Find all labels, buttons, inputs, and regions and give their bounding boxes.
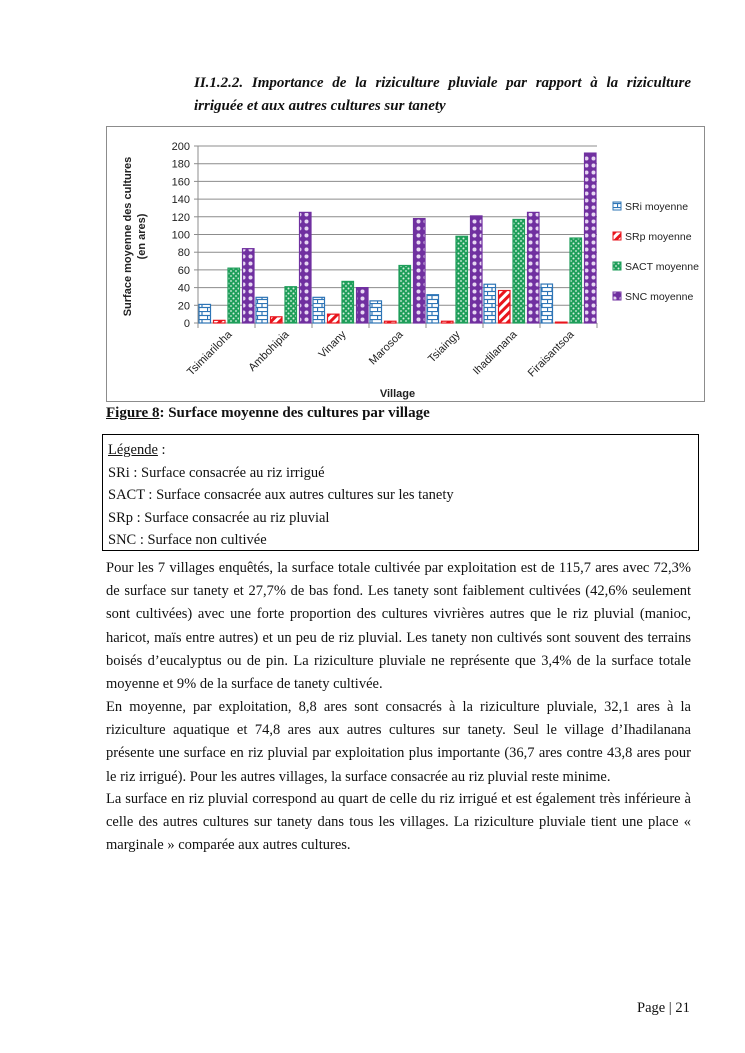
legend-label: SRi moyenne	[625, 201, 689, 213]
paragraph: Pour les 7 villages enquêtés, la surface totale cultivée par exploitation est de 115,7 ares avec 72,3% de surface sur tanety et 27,7% de bas fond. Les tanety sont faiblement cultivées (42,6% seulement sont cultivées) avec une forte proportion des cultures vivrières autres que le riz pluvial (manioc, haricot, maïs entre autres) et un peu de riz pluvial. Les tanety non cultivés sont souvent des terrains boisés d’eucalyptus ou de pin. La riziculture pluviale ne représente que 3,4% de la surface totale moyenne et 9% de la surface de tanety cultivée.	[106, 560, 691, 693]
y-tick-label: 40	[177, 282, 190, 295]
x-tick-label: Firaisantsoa	[525, 328, 577, 380]
y-tick-label: 100	[171, 229, 190, 242]
legend-label: SRp moyenne	[625, 231, 692, 243]
legend-title-text: Légende	[108, 442, 158, 458]
y-tick-label: 160	[171, 176, 190, 189]
bar-srp	[385, 321, 397, 323]
bar-snc	[243, 249, 255, 323]
y-tick-label: 140	[171, 194, 190, 207]
legend-label: SACT moyenne	[625, 261, 699, 273]
y-tick-label: 0	[183, 318, 190, 330]
legend-box-item: SRp : Surface consacrée au riz pluvial	[108, 509, 330, 526]
bar-sact	[456, 236, 468, 323]
bar-sri	[313, 297, 325, 323]
y-tick-label: 20	[177, 300, 190, 313]
legend-swatch-srp	[613, 232, 621, 240]
chart-legend	[613, 201, 699, 303]
x-axis-label: Village	[379, 388, 416, 400]
bar-sri	[427, 295, 439, 323]
x-tick-label: Vinany	[316, 328, 349, 361]
bars	[199, 153, 596, 323]
legend-box-title	[108, 439, 698, 462]
y-axis-label	[122, 157, 148, 317]
bar-sact	[228, 268, 240, 323]
legend-title-suffix: :	[157, 442, 166, 458]
labels	[122, 141, 577, 400]
bar-sact	[285, 287, 297, 323]
bar-srp	[556, 322, 568, 323]
bar-sact	[513, 219, 525, 323]
bar-sact	[399, 265, 411, 323]
paragraph: La surface en riz pluvial correspond au quart de celle du riz irrigué et est également très inférieure à celle des autres cultures sur tanety dans tous les villages. La riziculture pluviale tient une place « marginale » comparée aux autres cultures.	[106, 791, 691, 854]
bar-snc	[585, 153, 597, 323]
legend-box	[102, 434, 699, 551]
paragraph: En moyenne, par exploitation, 8,8 ares sont consacrés à la riziculture pluviale, 32,1 ares à la riziculture aquatique et 74,8 ares aux autres cultures sur tanety. Seul le village d’Ihadilanana présente une surface en riz pluvial par exploitation plus importante (36,7 ares contre 43,8 ares pour le riz irrigué). Pour les autres villages, la surface consacrée au riz pluvial reste minime.	[106, 699, 691, 785]
y-tick-label: 60	[177, 264, 190, 277]
legend-label: SNC moyenne	[625, 291, 694, 303]
bar-srp	[214, 320, 226, 323]
y-axis-label-line: (en ares)	[136, 213, 148, 260]
bar-srp	[328, 314, 340, 323]
legend-box-item: SRi : Surface consacrée au riz irrigué	[108, 464, 325, 481]
y-tick-label: 80	[177, 247, 190, 260]
bar-sact	[570, 238, 582, 323]
legend-swatch-sri	[613, 202, 621, 210]
figure-label: Figure 8	[106, 405, 160, 421]
bar-sri	[256, 297, 268, 323]
y-tick-label: 180	[171, 158, 190, 171]
bar-sact	[342, 281, 354, 323]
bar-snc	[414, 219, 426, 323]
x-tick-label: Ihadilanana	[470, 328, 520, 378]
bar-snc	[528, 212, 540, 323]
y-axis-label-line: Surface moyenne des cultures	[122, 156, 134, 317]
x-tick-label: Marosoa	[366, 328, 406, 368]
bar-sri	[541, 284, 553, 323]
page-number: Page | 21	[637, 1000, 690, 1016]
bar-snc	[357, 288, 369, 323]
bar-srp	[499, 291, 511, 323]
bar-sri	[199, 304, 211, 323]
legend-swatch-snc	[613, 292, 621, 300]
legend-box-item: SNC : Surface non cultivée	[108, 532, 267, 549]
legend-swatch-sact	[613, 262, 621, 270]
x-tick-label: Tsimiariloha	[185, 328, 235, 379]
bar-chart	[107, 127, 706, 403]
y-tick-label: 200	[171, 141, 190, 153]
x-tick-label: Ambohipia	[246, 328, 292, 374]
bar-sri	[370, 301, 382, 323]
section-title: II.1.2.2. Importance de la riziculture pluviale par rapport à la riziculture irriguée et aux autres cultures sur tanety	[194, 75, 691, 114]
legend-box-item: SACT : Surface consacrée aux autres cultures sur les tanety	[108, 487, 454, 504]
bar-srp	[442, 321, 454, 323]
figure-caption	[106, 405, 430, 422]
bar-sri	[484, 284, 496, 323]
chart-frame	[106, 126, 705, 402]
bar-snc	[300, 212, 312, 323]
y-tick-label: 120	[171, 211, 190, 224]
figure-caption-text: : Surface moyenne des cultures par village	[159, 405, 430, 421]
bar-snc	[471, 216, 483, 323]
x-tick-label: Tsiaingy	[426, 328, 463, 366]
bar-srp	[271, 317, 283, 323]
